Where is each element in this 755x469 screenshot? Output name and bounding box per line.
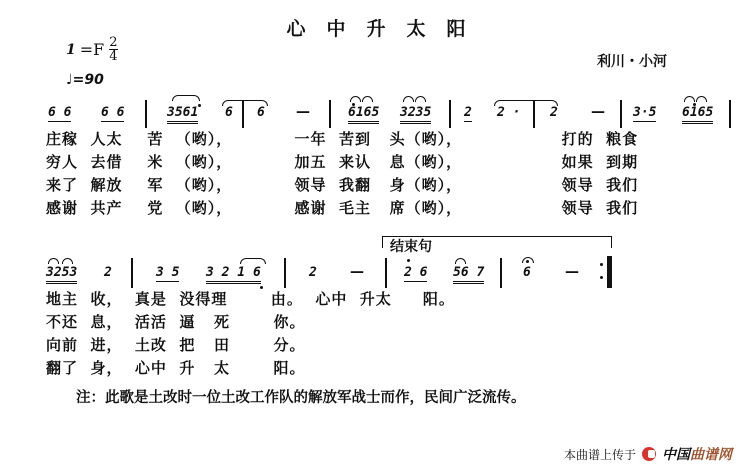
note: 2 [464,105,472,120]
barline [329,100,331,128]
slur [362,96,373,102]
slur [403,96,414,102]
note: 2 [309,265,317,280]
slur [48,258,59,264]
note-group: 3235 [400,106,431,124]
slur [455,258,466,264]
footnote: 注：此歌是土改时一位土改工作队的解放军战士而作，民间广泛流传。 [76,390,526,406]
barline [533,100,535,128]
note-group: 6 6 [101,105,125,120]
ending-bracket-right [611,236,612,248]
note-group: 6165 [682,106,713,124]
note: 6 [523,265,531,280]
note-group: 6165 [348,106,379,124]
repeat-dot [600,276,603,279]
lyric-verse-1: 庄稼 人太 苦 （哟）， 一年 苦到 头（哟）， 打的 粮食 [46,130,639,148]
note-group: 6 6 [48,105,72,120]
site-brand[interactable] [662,444,732,464]
site-logo-icon [642,447,656,461]
high-dot [198,104,201,107]
slur [62,258,73,264]
barline [620,100,622,128]
barline [284,258,286,288]
slur [415,96,426,102]
time-top: 2 [109,35,118,50]
brand-primary: 中国 [662,447,691,463]
slur [172,95,200,101]
slur [240,258,266,264]
note: 2 [550,105,558,120]
lyric-verse-3: 向前 进， 土改 把 田 分。 [46,336,306,354]
barline [131,258,133,288]
barline [242,100,244,128]
final-barline [607,256,612,288]
time-bottom: 4 [109,49,118,64]
barline [449,100,451,128]
lyric-verse-4: 翻了 身， 心中 升 太 阳。 [46,359,306,377]
note: 6 [225,105,233,120]
note-group: 3 2 1 6 [206,266,261,284]
slur [684,96,695,102]
lyrics-block-2 [46,288,455,380]
fermata-dot [526,260,529,263]
hold-dash: — [565,264,579,280]
song-title: 心中升太阳 [286,18,487,40]
barline [145,100,147,128]
note-group: 56 7 [453,266,484,284]
note-group: 3561 [167,106,198,124]
note: 2 · [497,105,521,120]
ending-bracket-left [382,236,383,248]
ending-label: 结束句 [390,239,432,255]
slur [696,96,707,102]
barline [729,100,731,128]
key-tonic: 1 [66,41,76,58]
barline [385,258,387,288]
lyric-verse-4: 感谢 共产 党 （哟）， 感谢 毛主 席（哟）， 领导 我们 [46,199,639,217]
lyrics-block-1 [46,128,638,220]
repeat-dot [600,263,603,266]
lyric-verse-2: 不还 息， 活活 逼 死 你。 [46,313,306,331]
note-group: 3253 [46,266,77,284]
song-origin: 利川・小河 [597,54,667,70]
slur [350,96,361,102]
lyric-verse-2: 穷人 去借 米 （哟）， 加五 来认 息（哟）， 如果 到期 [46,153,639,171]
note-group: 3·5 [633,105,657,120]
key-value: =F [79,40,105,59]
brand-accent: 曲谱网 [690,447,733,463]
high-dot [407,259,410,262]
upload-text: 本曲谱上传于 [564,447,637,462]
lyric-verse-1: 地主 收， 真是 没得理 由。 心中 升太 阳。 [46,290,455,308]
note: 2 [104,265,112,280]
footer [564,444,732,464]
barline [500,258,502,288]
key-signature [66,36,118,63]
hold-dash: — [296,104,310,120]
hold-dash: — [350,264,364,280]
tempo-marking: ♩=90 [66,72,104,88]
note-group: 2 6 [404,265,428,280]
lyric-verse-3: 来了 解放 军 （哟）， 领导 我翻 身（哟）， 领导 我们 [46,176,639,194]
note: 6 [257,105,265,120]
note-group: 3 5 [156,265,180,280]
hold-dash: — [591,104,605,120]
time-signature [109,36,117,63]
